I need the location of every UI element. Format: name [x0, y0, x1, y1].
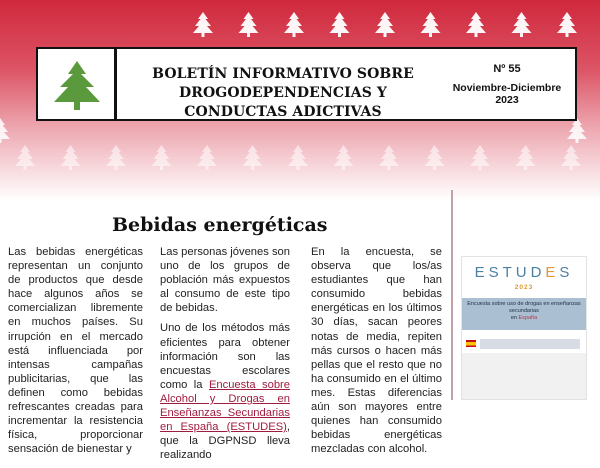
- snow-tree-icon: [425, 145, 445, 170]
- snow-tree-icon: [243, 145, 263, 170]
- logo-cell: [38, 49, 117, 119]
- snow-tree-icon: [284, 12, 304, 37]
- spain-flag-icon: [466, 340, 476, 347]
- snow-tree-icon: [421, 12, 441, 37]
- paragraph-text: , que la DGPNSD lleva realizando: [160, 421, 290, 462]
- snow-tree-icon: [567, 118, 587, 143]
- snow-tree-icon: [0, 118, 10, 143]
- paragraph: En la encuesta, se observa que los/as estudiantes que han consumido bebidas energéticas en los últimos 30 días, sacan peores notas de media, repiten más cursos o hacen más pellas que el resto que no ha consumido en el último mes. Estas diferencias aún son mayores entre quienes han consumido bebidas energéticas mezcladas con alcohol.: [311, 246, 442, 456]
- issue-period: Noviembre-Diciembre: [452, 82, 562, 94]
- snow-tree-icon: [15, 145, 35, 170]
- snow-tree-icon: [334, 145, 354, 170]
- snow-tree-icon: [61, 145, 81, 170]
- estudes-logo: ESTUDES: [474, 264, 574, 281]
- article-column-3: [311, 245, 442, 462]
- article-column-2: [160, 245, 290, 468]
- article-title: Bebidas energéticas: [112, 214, 328, 236]
- christmas-tree-icon: [50, 59, 104, 111]
- estudes-link[interactable]: Encuesta sobre Alcohol y Drogas en Enseñanzas Secundarias en España (ESTUDES): [160, 378, 290, 434]
- snow-tree-icon: [106, 145, 126, 170]
- snow-tree-icon: [239, 12, 259, 37]
- snow-tree-icon: [561, 145, 581, 170]
- snow-tree-icon: [470, 145, 490, 170]
- paragraph: Las bebidas energéticas representan un conjunto de productos que desde hace algunos años se comercializan libremente en muchos países. Su irrupción en el mercado está influenciada por intensas campañas publicitarias, que las definen como bebidas refrescantes creadas para incrementar la resistencia física, proporcionar sensación de bienestar y: [8, 246, 143, 456]
- snow-tree-icon: [152, 145, 172, 170]
- cover-year: 2023: [514, 284, 534, 291]
- snow-tree-icon: [330, 12, 350, 37]
- snow-tree-icon: [512, 12, 532, 37]
- paragraph-text: Uno de los métodos más eficientes para obtener información son las encuestas escolares como la: [160, 322, 290, 391]
- snow-tree-icon: [557, 12, 577, 37]
- snow-tree-icon: [193, 12, 213, 37]
- paragraph: [160, 321, 290, 462]
- issue-number: Nº 55: [493, 63, 521, 75]
- title-line-1: BOLETÍN INFORMATIVO SOBRE: [152, 66, 414, 82]
- cover-bottom: [462, 353, 586, 400]
- snow-tree-icon: [197, 145, 217, 170]
- title-line-2: DROGODEPENDENCIAS Y CONDUCTAS ADICTIVAS: [179, 85, 387, 120]
- estudes-cover-image[interactable]: [461, 256, 587, 400]
- issue-year: 2023: [495, 94, 519, 106]
- snow-tree-icon: [375, 12, 395, 37]
- sidebar-divider: [451, 190, 453, 400]
- cover-band-text: Encuesta sobre uso de drogas en enseñanzas secundarias en España: [467, 301, 581, 321]
- cover-footer: [462, 337, 586, 351]
- issue-info: [452, 63, 562, 106]
- snow-tree-icon: [288, 145, 308, 170]
- snow-tree-icon: [516, 145, 536, 170]
- snow-tree-icon: [379, 145, 399, 170]
- article-column-1: [8, 245, 143, 462]
- ministry-logos: [480, 339, 580, 349]
- paragraph: Las personas jóvenes son uno de los grupos de población más expuestos al consumo de este tipo de bebidas.: [160, 246, 290, 315]
- snow-tree-icon: [466, 12, 486, 37]
- header-banner: [36, 47, 577, 121]
- cover-band: [462, 298, 586, 330]
- bulletin-title: [128, 65, 438, 122]
